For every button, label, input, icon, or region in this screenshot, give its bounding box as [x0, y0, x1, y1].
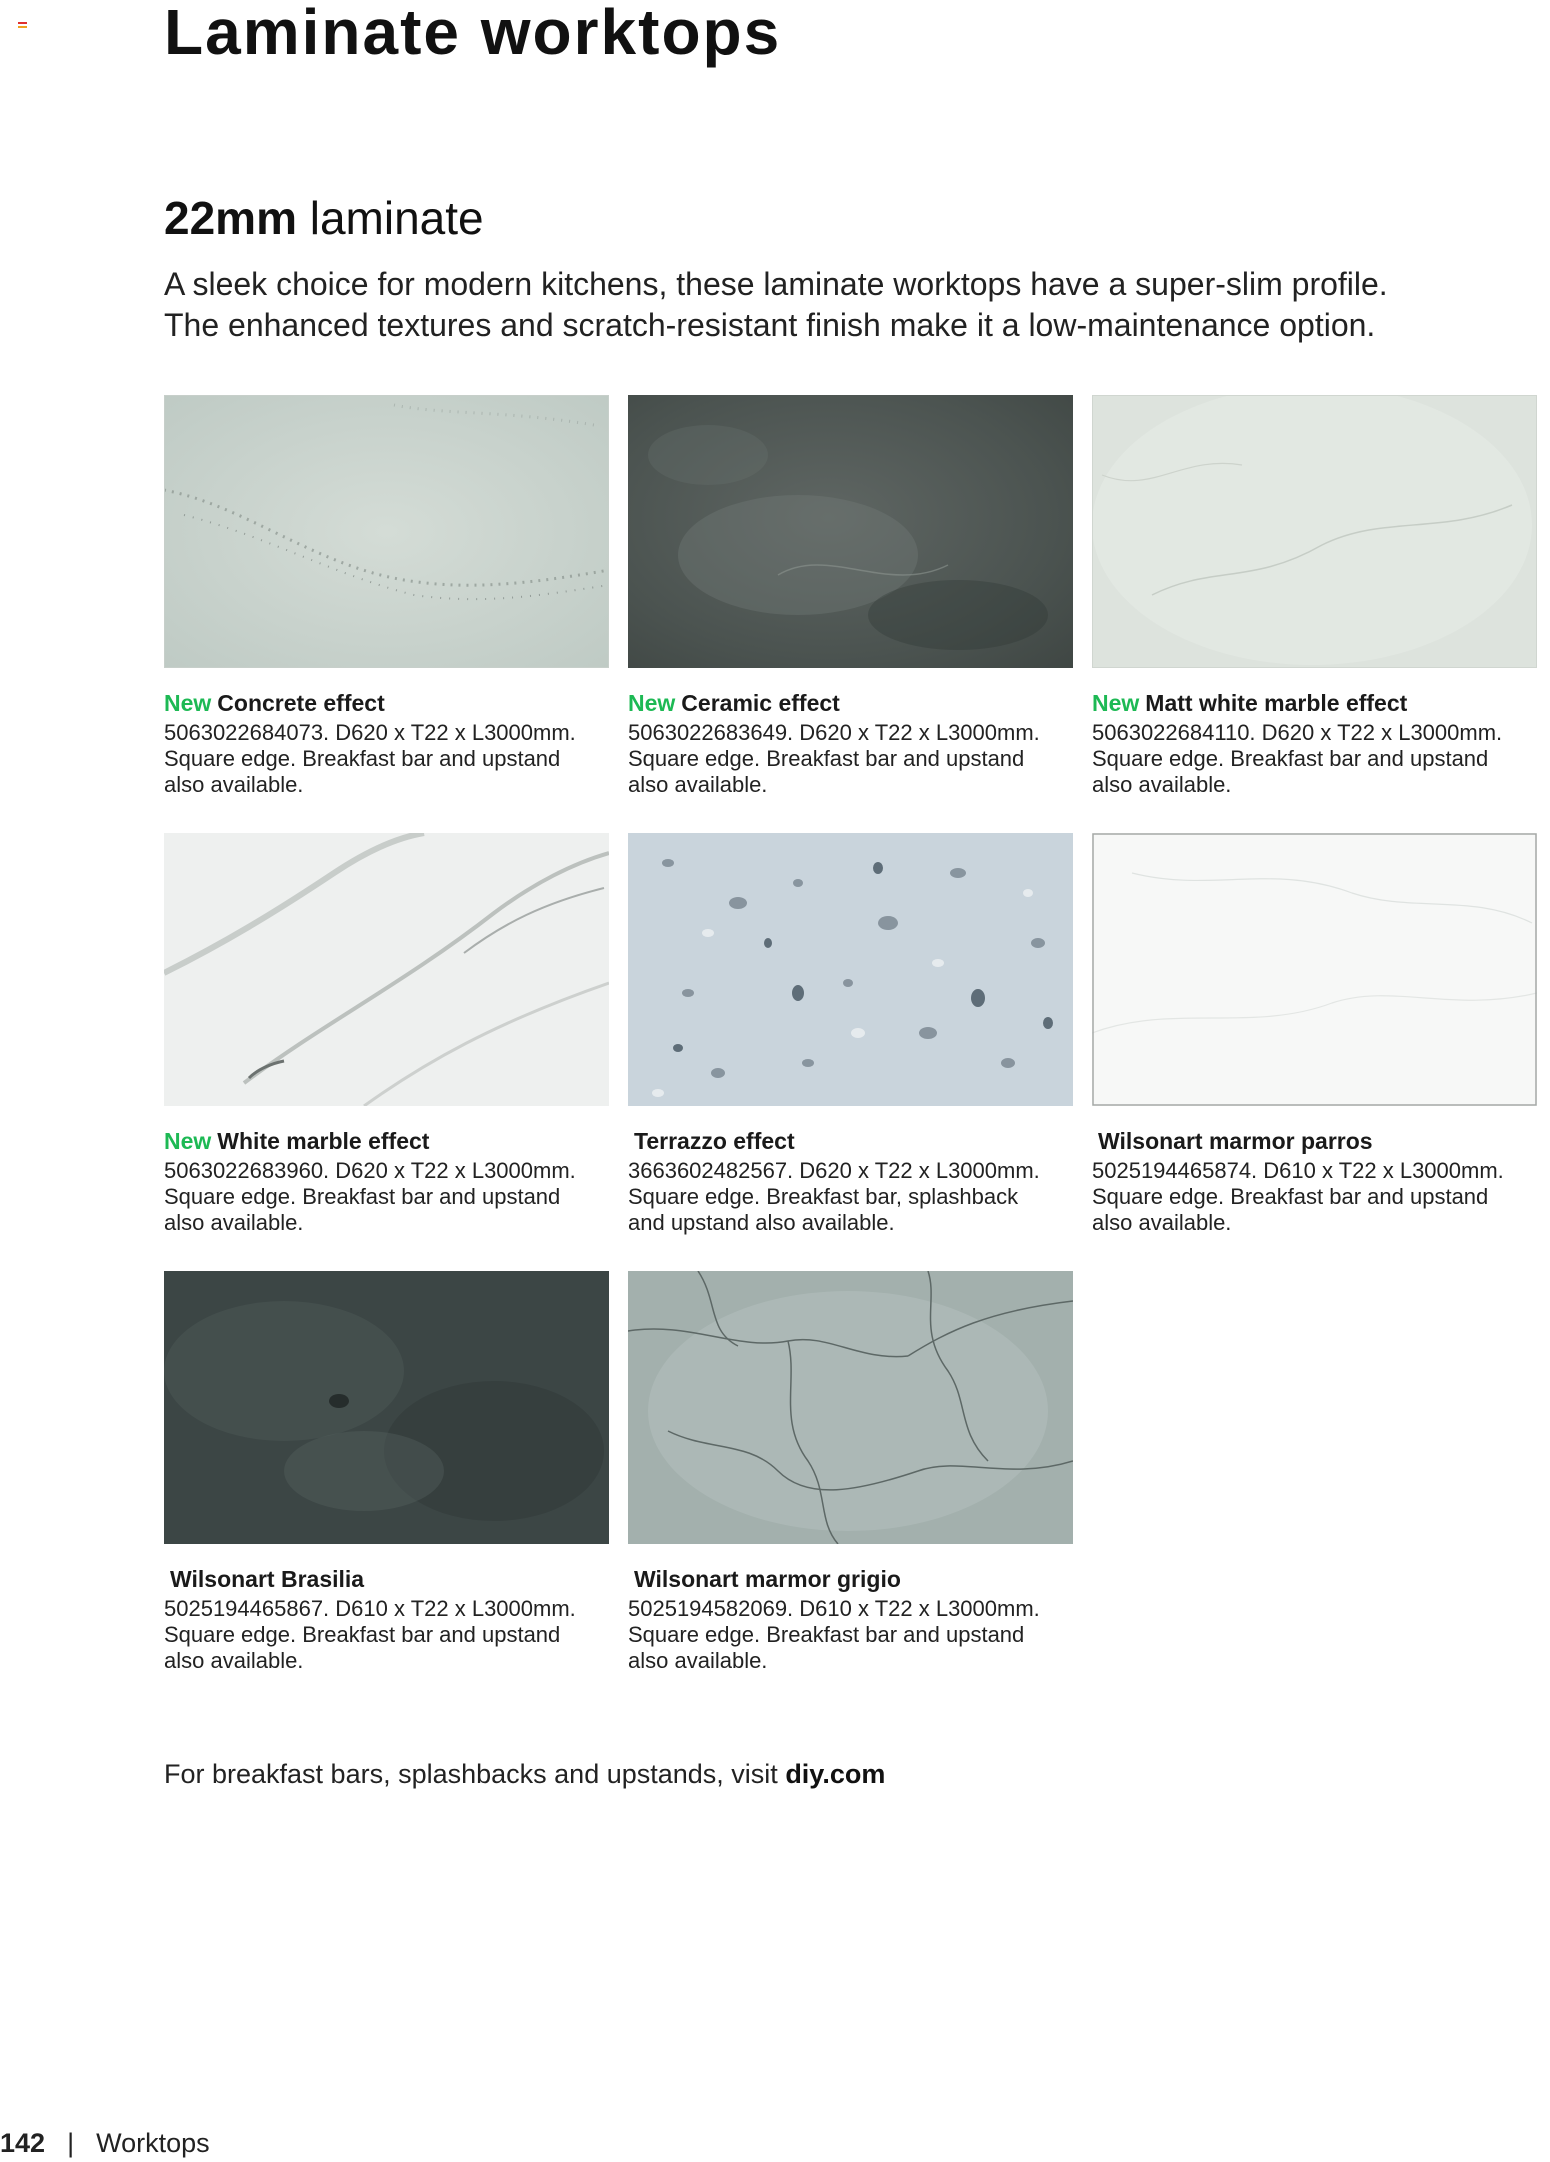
desc-line-2: Square edge. Breakfast bar and upstand — [164, 746, 561, 771]
page-number: 142 — [0, 2128, 46, 2158]
section-name: Worktops — [96, 2128, 210, 2158]
footer-note-text: For breakfast bars, splashbacks and upstands, visit — [164, 1759, 786, 1789]
product-name — [1092, 1126, 1537, 1156]
product-description — [164, 1158, 614, 1236]
product-title: Terrazzo effect — [634, 1128, 795, 1154]
section-22mm-laminate — [164, 190, 1544, 346]
matt-white-marble-swatch — [1092, 395, 1537, 668]
footer-note — [164, 1759, 885, 1790]
white-marble-swatch — [164, 833, 609, 1106]
desc-line-1: 3663602482567. D620 x T22 x L3000mm. — [628, 1158, 1040, 1183]
new-badge: New — [1092, 690, 1140, 716]
product-title: Matt white marble effect — [1145, 690, 1408, 716]
section-title-rest: laminate — [309, 192, 484, 244]
new-badge: New — [164, 1128, 212, 1154]
desc-line-3: also available. — [1092, 1210, 1232, 1235]
page-footer — [0, 2128, 210, 2159]
product-title: Concrete effect — [217, 690, 385, 716]
product-title: Ceramic effect — [681, 690, 840, 716]
desc-line-1: 5063022683649. D620 x T22 x L3000mm. — [628, 720, 1040, 745]
desc-line-2: Square edge. Breakfast bar and upstand — [1092, 746, 1489, 771]
terrazzo-swatch — [628, 833, 1073, 1106]
corner-mark — [18, 22, 27, 28]
brasilia-swatch — [164, 1271, 609, 1544]
desc-line-2: Square edge. Breakfast bar and upstand — [164, 1622, 561, 1647]
intro-line-1: A sleek choice for modern kitchens, these laminate worktops have a super-slim profile. — [164, 266, 1388, 302]
new-badge: New — [628, 690, 676, 716]
product-grid — [164, 395, 1538, 1711]
new-badge: New — [164, 690, 212, 716]
diy-link[interactable]: diy.com — [785, 1759, 886, 1789]
product-description — [164, 720, 614, 798]
product-name — [628, 1126, 1073, 1156]
product-name — [164, 1564, 609, 1594]
product-card-brasilia[interactable] — [164, 1271, 609, 1711]
desc-line-1: 5025194582069. D610 x T22 x L3000mm. — [628, 1596, 1040, 1621]
product-title: Wilsonart marmor parros — [1098, 1128, 1373, 1154]
product-name — [628, 1564, 1073, 1594]
desc-line-2: Square edge. Breakfast bar and upstand — [628, 746, 1025, 771]
desc-line-2: Square edge. Breakfast bar, splashback — [628, 1184, 1019, 1209]
product-description — [1092, 720, 1542, 798]
marmor-grigio-swatch — [628, 1271, 1073, 1544]
product-title: White marble effect — [217, 1128, 430, 1154]
product-card-marmor-grigio[interactable] — [628, 1271, 1073, 1711]
desc-line-3: also available. — [164, 1210, 304, 1235]
desc-line-1: 5025194465867. D610 x T22 x L3000mm. — [164, 1596, 576, 1621]
product-description — [628, 1596, 1078, 1674]
desc-line-3: also available. — [164, 772, 304, 797]
desc-line-3: and upstand also available. — [628, 1210, 895, 1235]
product-description — [628, 1158, 1078, 1236]
product-name — [628, 688, 1073, 718]
concrete-swatch — [164, 395, 609, 668]
ceramic-swatch — [628, 395, 1073, 668]
desc-line-3: also available. — [164, 1648, 304, 1673]
product-name — [1092, 688, 1537, 718]
product-description — [1092, 1158, 1542, 1236]
page-title: Laminate worktops — [164, 0, 782, 68]
desc-line-3: also available. — [628, 772, 768, 797]
desc-line-3: also available. — [1092, 772, 1232, 797]
marmor-parros-swatch — [1092, 833, 1537, 1106]
product-name — [164, 688, 609, 718]
product-description — [628, 720, 1078, 798]
product-description — [164, 1596, 614, 1674]
footer-separator: | — [67, 2128, 75, 2158]
desc-line-2: Square edge. Breakfast bar and upstand — [164, 1184, 561, 1209]
product-card-terrazzo[interactable] — [628, 833, 1073, 1271]
product-card-ceramic[interactable] — [628, 395, 1073, 833]
desc-line-3: also available. — [628, 1648, 768, 1673]
intro-text — [164, 264, 1544, 346]
desc-line-1: 5025194465874. D610 x T22 x L3000mm. — [1092, 1158, 1504, 1183]
product-title: Wilsonart marmor grigio — [634, 1566, 901, 1592]
product-card-concrete[interactable] — [164, 395, 609, 833]
product-card-white-marble[interactable] — [164, 833, 609, 1271]
section-title — [164, 190, 1544, 246]
product-title: Wilsonart Brasilia — [170, 1566, 365, 1592]
product-card-matt-white-marble[interactable] — [1092, 395, 1537, 833]
section-title-bold: 22mm — [164, 192, 297, 244]
desc-line-1: 5063022684073. D620 x T22 x L3000mm. — [164, 720, 576, 745]
desc-line-1: 5063022683960. D620 x T22 x L3000mm. — [164, 1158, 576, 1183]
product-card-marmor-parros[interactable] — [1092, 833, 1537, 1271]
intro-line-2: The enhanced textures and scratch-resistant finish make it a low-maintenance option. — [164, 307, 1376, 343]
desc-line-2: Square edge. Breakfast bar and upstand — [628, 1622, 1025, 1647]
product-name — [164, 1126, 609, 1156]
desc-line-2: Square edge. Breakfast bar and upstand — [1092, 1184, 1489, 1209]
desc-line-1: 5063022684110. D620 x T22 x L3000mm. — [1092, 720, 1503, 745]
